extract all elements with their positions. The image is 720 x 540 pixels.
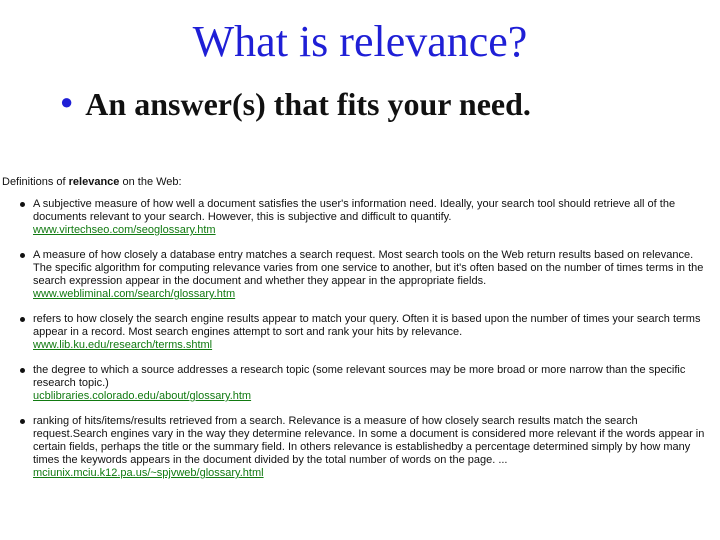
definition-source-link[interactable]: www.virtechseo.com/seoglossary.htm	[33, 224, 216, 236]
heading-prefix: Definitions of	[2, 176, 69, 188]
slide-bullet-text: An answer(s) that fits your need.	[85, 86, 531, 122]
definition-list	[0, 198, 720, 480]
definition-text: A measure of how closely a database entry matches a search request. Most search tools on the Web return results based on relevance. The specific algorithm for computing relevance varies from one service to another, but it's often based on the number of times terms in the search expression appear in the document and whether they appear in the appropriate fields.	[33, 249, 704, 287]
definition-item	[0, 249, 720, 301]
definitions-panel	[0, 176, 720, 492]
definition-text: the degree to which a source addresses a research topic (some relevant sources may be more broad or more narrow than the specific research topic.)	[33, 364, 686, 389]
list-bullet-icon	[20, 317, 25, 322]
definition-text: ranking of hits/items/results retrieved from a search. Relevance is a measure of how closely search results match the search request.Search engines vary in the way they determine relevance. In some a document is considered more relevant if the words appear in certain fields, perhaps the title or the summary field. In others relevance is establishedby a percentage determined simply by how many times the keywords appears in the document divided by the total number of words on the page. ...	[33, 415, 705, 466]
definition-source-link[interactable]: www.lib.ku.edu/research/terms.shtml	[33, 339, 213, 351]
list-bullet-icon	[20, 368, 25, 373]
list-bullet-icon	[20, 202, 25, 207]
definition-item	[0, 364, 720, 403]
heading-suffix: on the Web:	[119, 176, 182, 188]
definition-text: A subjective measure of how well a document satisfies the user's information need. Ideally, your search tool should retrieve all of the documents relevant to your search. However, this is subjective and difficult to quantify.	[33, 198, 676, 223]
definitions-heading	[2, 176, 720, 188]
slide-bullet	[60, 86, 700, 123]
definition-item	[0, 198, 720, 237]
definition-text: refers to how closely the search engine results appear to match your query. Often it is based upon the number of times your search terms appear in a record. Most search engines attempt to sort and rank your hits by relevance.	[33, 313, 701, 338]
list-bullet-icon	[20, 253, 25, 258]
definition-item	[0, 313, 720, 352]
definition-source-link[interactable]: ucblibraries.colorado.edu/about/glossary.htm	[33, 390, 252, 402]
slide-title: What is relevance?	[192, 17, 528, 66]
definition-source-link[interactable]: www.webliminal.com/search/glossary.htm	[33, 288, 236, 300]
list-bullet-icon	[20, 419, 25, 424]
heading-term: relevance	[68, 176, 120, 188]
bullet-dot-icon: ●	[60, 89, 74, 114]
definition-source-link[interactable]: mciunix.mciu.k12.pa.us/~spjvweb/glossary.html	[33, 467, 264, 479]
definition-item	[0, 415, 720, 480]
